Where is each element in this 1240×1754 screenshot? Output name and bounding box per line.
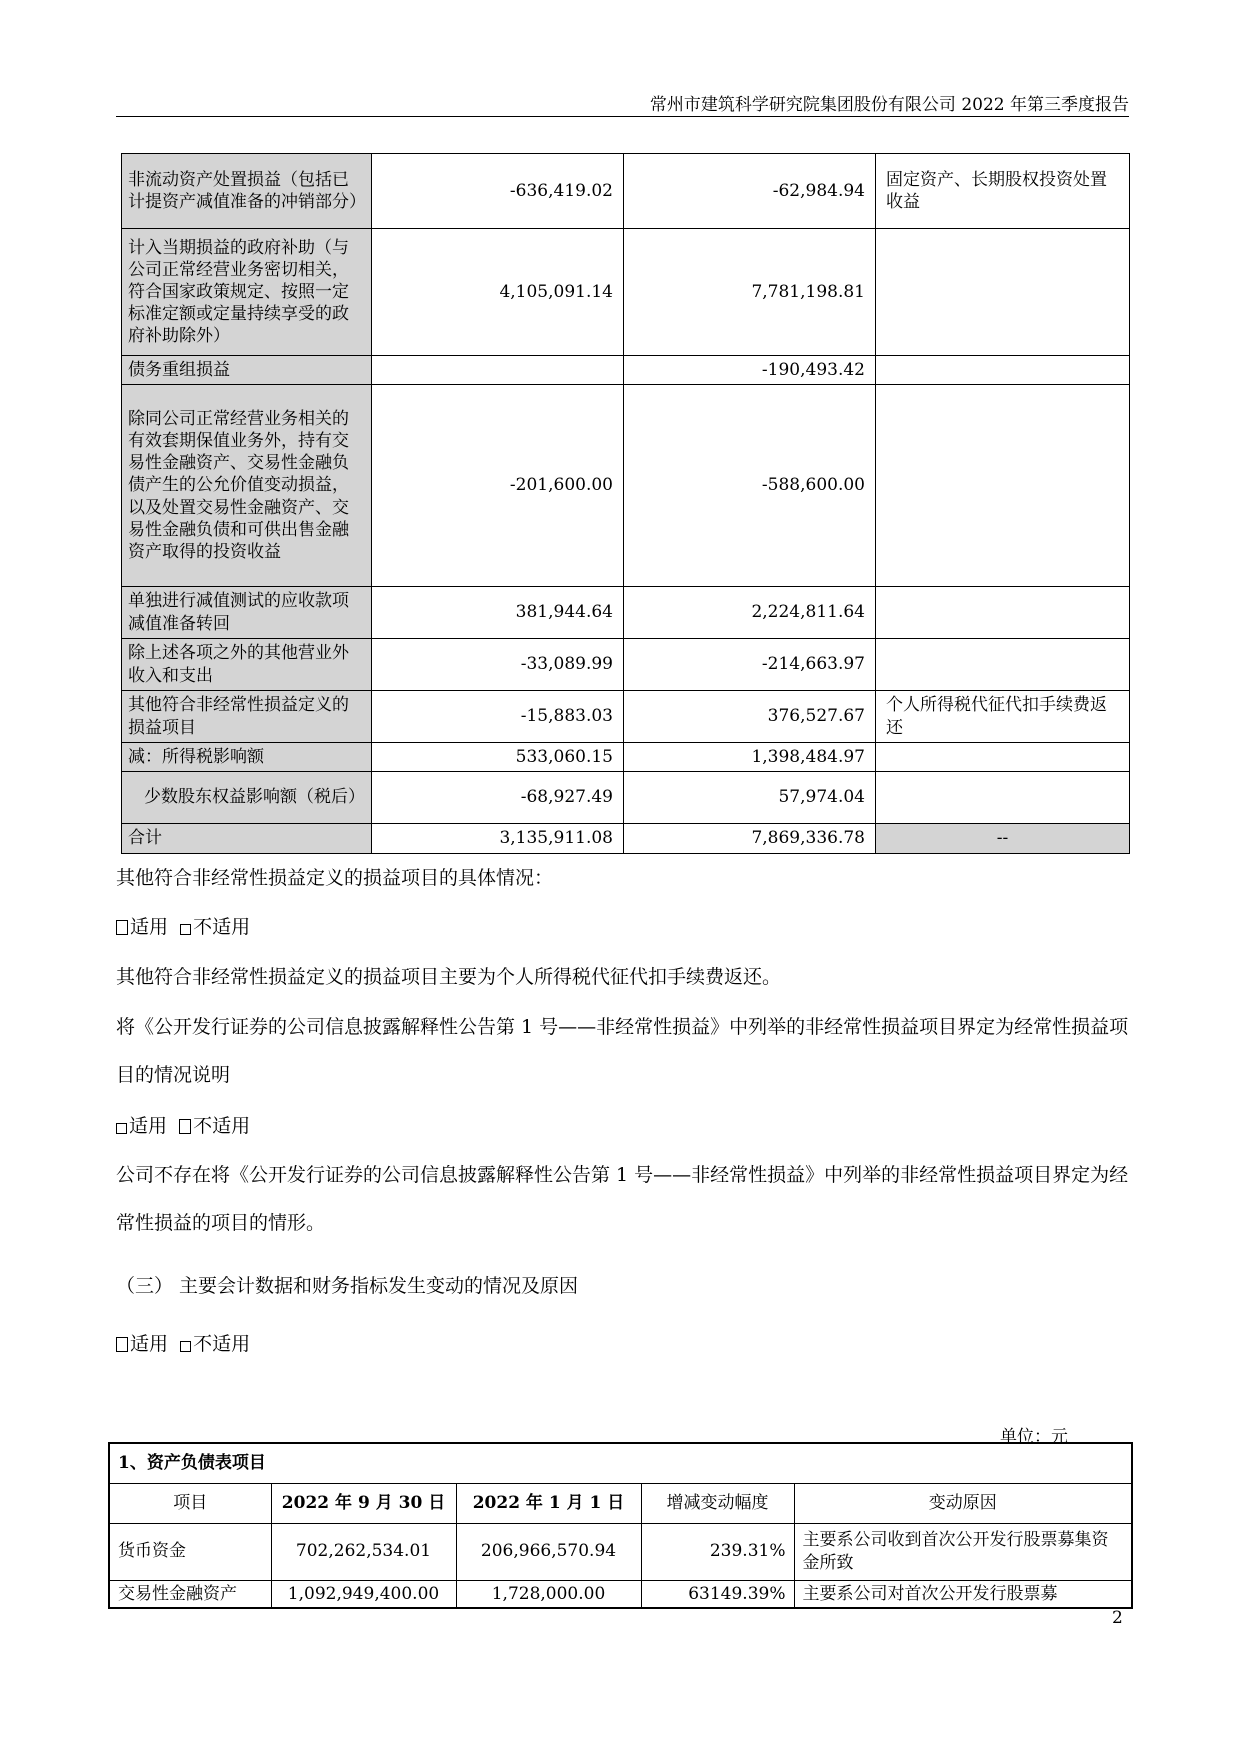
row-note: 固定资产、长期股权投资处置收益 — [876, 154, 1130, 229]
not-applicable-label: 不适用 — [193, 1115, 251, 1137]
row-note — [876, 772, 1130, 824]
row-note: 个人所得税代征代扣手续费返还 — [876, 691, 1130, 743]
column-header: 项目 — [109, 1483, 271, 1523]
checkbox-icon — [179, 1119, 191, 1134]
checkbox-icon — [116, 920, 128, 935]
total-current-value: 3,135,911.08 — [372, 824, 624, 854]
item-name: 货币资金 — [109, 1523, 271, 1580]
ytd-value: -190,493.42 — [624, 356, 876, 385]
current-period-value — [372, 356, 624, 385]
section-row — [109, 1443, 1132, 1483]
table-row — [122, 639, 1130, 691]
table-row — [122, 229, 1130, 356]
nonrecurring-gains-table — [121, 153, 1130, 854]
begin-value: 1,728,000.00 — [456, 1580, 641, 1608]
page-header — [116, 90, 1129, 117]
change-rate: 63149.39% — [641, 1580, 794, 1608]
table-row — [122, 385, 1130, 587]
current-period-value: -201,600.00 — [372, 385, 624, 587]
current-period-value: -68,927.49 — [372, 772, 624, 824]
row-label: 减：所得税影响额 — [122, 743, 372, 772]
ytd-value: 376,527.67 — [624, 691, 876, 743]
row-label: 非流动资产处置损益（包括已计提资产减值准备的冲销部分） — [122, 154, 372, 229]
row-label: 除同公司正常经营业务相关的有效套期保值业务外，持有交易性金融资产、交易性金融负债产生的公允价值变动损益，以及处置交易性金融资产、交易性金融负债和可供出售金融资产取得的投资收益 — [122, 385, 372, 587]
applicable-label: 适用 — [130, 916, 169, 938]
paragraph: 其他符合非经常性损益定义的损益项目的具体情况： — [116, 867, 554, 889]
row-note — [876, 356, 1130, 385]
checkbox-icon — [180, 924, 191, 935]
ytd-value: -588,600.00 — [624, 385, 876, 587]
ytd-value: -62,984.94 — [624, 154, 876, 229]
row-note — [876, 587, 1130, 639]
ytd-value: -214,663.97 — [624, 639, 876, 691]
checkbox-icon — [116, 1337, 128, 1352]
table-row — [109, 1580, 1132, 1608]
current-period-value: -33,089.99 — [372, 639, 624, 691]
end-value: 702,262,534.01 — [271, 1523, 456, 1580]
page-number: 2 — [1112, 1608, 1123, 1628]
begin-value: 206,966,570.94 — [456, 1523, 641, 1580]
row-label: 除上述各项之外的其他营业外收入和支出 — [122, 639, 372, 691]
row-label: 计入当期损益的政府补助（与公司正常经营业务密切相关，符合国家政策规定、按照一定标准定额或定量持续享受的政府补助除外） — [122, 229, 372, 356]
current-period-value: 381,944.64 — [372, 587, 624, 639]
ytd-value: 7,781,198.81 — [624, 229, 876, 356]
ytd-value: 2,224,811.64 — [624, 587, 876, 639]
row-note — [876, 639, 1130, 691]
row-label: 债务重组损益 — [122, 356, 372, 385]
row-label: 其他符合非经常性损益定义的损益项目 — [122, 691, 372, 743]
table-row — [122, 587, 1130, 639]
current-period-value: 533,060.15 — [372, 743, 624, 772]
not-applicable-label: 不适用 — [193, 1333, 251, 1355]
applicability-selection — [116, 903, 1129, 951]
report-title: 常州市建筑科学研究院集团股份有限公司 2022 年第三季度报告 — [649, 95, 1129, 115]
column-header: 增减变动幅度 — [641, 1483, 794, 1523]
table-row — [122, 356, 1130, 385]
section-label: 1、资产负债表项目 — [109, 1443, 1132, 1483]
ytd-value: 1,398,484.97 — [624, 743, 876, 772]
applicability-selection — [116, 1320, 1129, 1368]
applicable-label: 适用 — [130, 1333, 169, 1355]
checkbox-icon — [116, 1123, 127, 1134]
row-note — [876, 385, 1130, 587]
not-applicable-label: 不适用 — [193, 916, 251, 938]
paragraph: 其他符合非经常性损益定义的损益项目主要为个人所得税代征代扣手续费返还。 — [116, 966, 782, 988]
paragraph: 公司不存在将《公开发行证券的公司信息披露解释性公告第 1 号——非经常性损益》中列举的非经常性损益项目界定为经常性损益的项目的情形。 — [116, 1164, 1129, 1234]
change-reason: 主要系公司收到首次公开发行股票募集资金所致 — [794, 1523, 1132, 1580]
change-reason: 主要系公司对首次公开发行股票募 — [794, 1580, 1132, 1608]
column-header: 2022 年 1 月 1 日 — [456, 1483, 641, 1523]
checkbox-icon — [180, 1341, 191, 1352]
end-value: 1,092,949,400.00 — [271, 1580, 456, 1608]
current-period-value: 4,105,091.14 — [372, 229, 624, 356]
row-note — [876, 229, 1130, 356]
table-row — [122, 743, 1130, 772]
item-name: 交易性金融资产 — [109, 1580, 271, 1608]
current-period-value: -636,419.02 — [372, 154, 624, 229]
header-row — [109, 1483, 1132, 1523]
balance-sheet-changes-table — [108, 1442, 1133, 1609]
total-row — [122, 824, 1130, 854]
paragraph: 将《公开发行证券的公司信息披露解释性公告第 1 号——非经常性损益》中列举的非经常性损益项目界定为经常性损益项目的情况说明 — [116, 1016, 1129, 1086]
total-note: -- — [876, 824, 1130, 854]
unit-label: 单位：元 — [1000, 1427, 1068, 1447]
ytd-value: 57,974.04 — [624, 772, 876, 824]
applicability-selection — [116, 1102, 1129, 1150]
total-label: 合计 — [122, 824, 372, 854]
applicable-label: 适用 — [129, 1115, 168, 1137]
table-row — [122, 772, 1130, 824]
total-ytd-value: 7,869,336.78 — [624, 824, 876, 854]
column-header: 变动原因 — [794, 1483, 1132, 1523]
table-row — [109, 1523, 1132, 1580]
section-title: （三） 主要会计数据和财务指标发生变动的情况及原因 — [116, 1275, 579, 1297]
table-row — [122, 154, 1130, 229]
table-row — [122, 691, 1130, 743]
change-rate: 239.31% — [641, 1523, 794, 1580]
row-label: 单独进行减值测试的应收款项减值准备转回 — [122, 587, 372, 639]
current-period-value: -15,883.03 — [372, 691, 624, 743]
row-label: 少数股东权益影响额（税后） — [122, 772, 372, 824]
row-note — [876, 743, 1130, 772]
column-header: 2022 年 9 月 30 日 — [271, 1483, 456, 1523]
